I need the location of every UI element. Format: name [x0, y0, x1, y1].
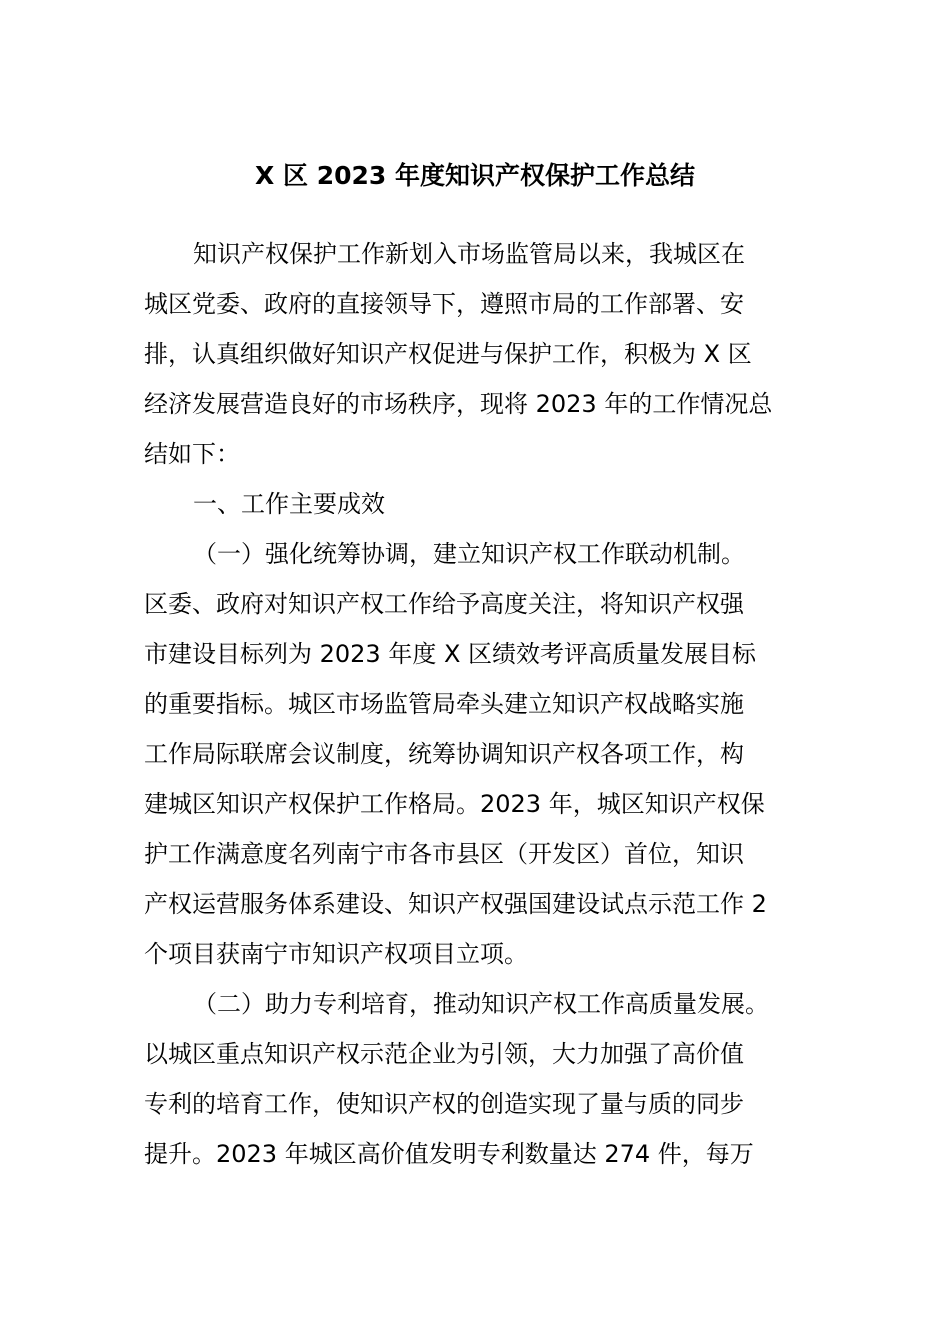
- document-body: [144, 229, 809, 1179]
- paragraph-line: 提升。2023 年城区高价值发明专利数量达 274 件，每万: [144, 1140, 754, 1168]
- paragraph-line: 专利的培育工作，使知识产权的创造实现了量与质的同步: [144, 1090, 744, 1118]
- paragraph-line: 的重要指标。城区市场监管局牵头建立知识产权战略实施: [144, 690, 744, 718]
- paragraph-line: 以城区重点知识产权示范企业为引领，大力加强了高价值: [144, 1040, 744, 1068]
- paragraph-line: 市建设目标列为 2023 年度 X 区绩效考评高质量发展目标: [144, 640, 757, 668]
- paragraph-line: 结如下：: [144, 440, 240, 468]
- paragraph-line: 知识产权保护工作新划入市场监管局以来，我城区在: [193, 240, 745, 268]
- subsection-heading-line: （二）助力专利培育，推动知识产权工作高质量发展。: [193, 990, 769, 1018]
- section-heading: 一、工作主要成效: [193, 490, 385, 518]
- paragraph-line: 建城区知识产权保护工作格局。2023 年，城区知识产权保: [144, 790, 765, 818]
- paragraph-line: 产权运营服务体系建设、知识产权强国建设试点示范工作 2: [144, 890, 767, 918]
- paragraph-line: 工作局际联席会议制度，统筹协调知识产权各项工作，构: [144, 740, 744, 768]
- paragraph-line: 区委、政府对知识产权工作给予高度关注，将知识产权强: [144, 590, 744, 618]
- paragraph-line: 护工作满意度名列南宁市各市县区（开发区）首位，知识: [144, 840, 744, 868]
- subsection-heading-line: （一）强化统筹协调，建立知识产权工作联动机制。: [193, 540, 745, 568]
- paragraph-line: 个项目获南宁市知识产权项目立项。: [144, 940, 528, 968]
- paragraph-line: 城区党委、政府的直接领导下，遵照市局的工作部署、安: [144, 290, 744, 318]
- paragraph-line: 经济发展营造良好的市场秩序，现将 2023 年的工作情况总: [144, 390, 773, 418]
- document-title: X 区 2023 年度知识产权保护工作总结: [255, 161, 695, 190]
- paragraph-line: 排，认真组织做好知识产权促进与保护工作，积极为 X 区: [144, 340, 752, 368]
